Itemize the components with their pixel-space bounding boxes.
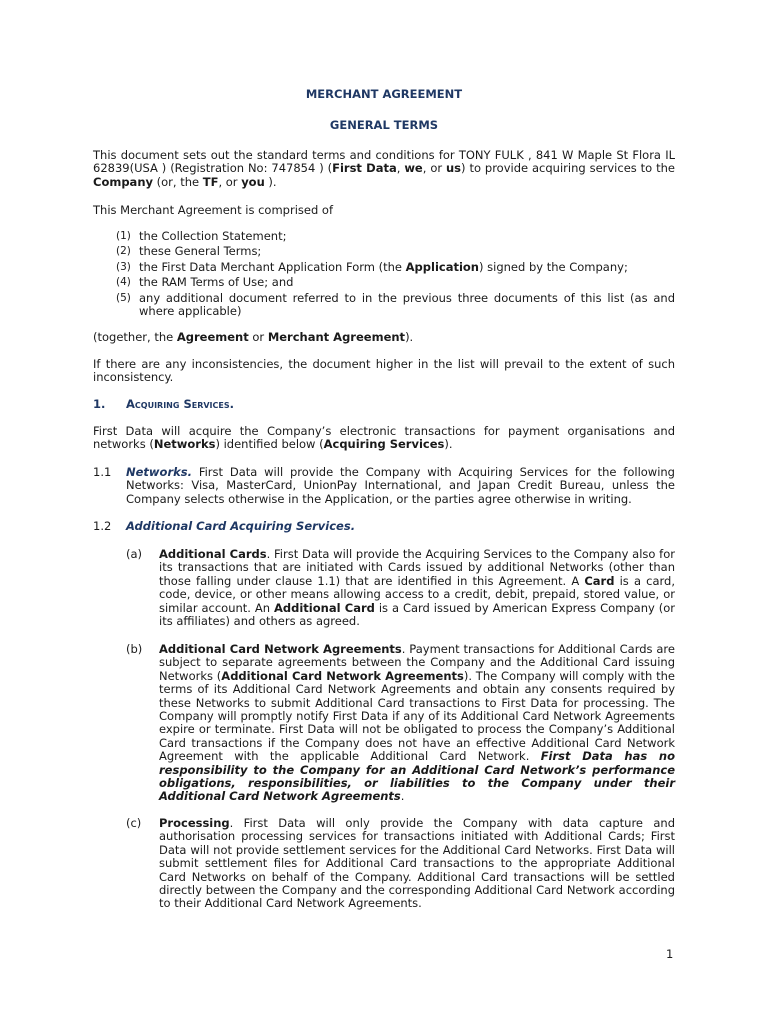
intro-text: ,: [396, 161, 405, 176]
sub-b-heading: Additional Card Network Agreements: [159, 642, 402, 656]
sub-b-text: .: [400, 789, 405, 804]
defined-term: Merchant Agreement: [267, 330, 406, 344]
sub-a-label: (a): [126, 547, 143, 561]
intro-text: (Registration No:: [166, 161, 272, 176]
defined-term: TF: [202, 174, 219, 189]
intro-text: ).: [264, 174, 277, 189]
sub-b-paragraph: [159, 643, 675, 804]
list-number: (5): [116, 291, 131, 304]
defined-term: Additional Card: [273, 600, 375, 615]
sub-c-label: (c): [126, 816, 142, 830]
document-list: [93, 230, 675, 318]
sub-b-label: (b): [126, 642, 143, 656]
list-item-text: ) signed by the Company;: [479, 259, 628, 274]
section-1-text: First Data will acquire the Company’s electronic transactions for payment organisations and networks (: [93, 424, 675, 452]
sub-c-text: . First Data will only provide the Company with data capture and authorisation processing services for transactions initiated with Additional Cards; First Data will not provide settlement services for the Additional Card Networks. First Data will submit settlement files for Additional Card transactions to the appropriate Additional Card Networks on behalf of the Company. Additional Card transactions will be settled directly between the Company and the corresponding Additional Card Network according to their Additional Card Network Agreements.: [159, 816, 675, 911]
page-number: 1: [666, 947, 674, 961]
list-item-text: these General Terms;: [139, 244, 262, 259]
list-item: [93, 276, 675, 289]
defined-term: Card: [584, 573, 615, 588]
defined-term: Application: [405, 259, 479, 274]
clause-1-1-heading: Networks.: [126, 465, 192, 479]
list-item-text: the Collection Statement;: [139, 229, 287, 243]
intro-text: This document sets out the standard terms and conditions for: [93, 148, 459, 162]
intro-paragraph: [93, 149, 675, 189]
list-number: (2): [116, 245, 131, 258]
defined-term: Company: [93, 174, 153, 189]
sub-c-heading: Processing: [159, 816, 230, 830]
defined-term: us: [446, 161, 462, 176]
sub-b-text: ). The Company will comply with the terms of its Additional Card Network Agreements and obtain any consents required by these Networks to submit Additional Card transactions to First Data for processing. The Company will promptly notify First Data if any of its Additional Card Network Agreements expire or terminate. First Data will not be obligated to process the Company’s Additional Card transactions if the Company does not have an effective Additional Card Network Agreement with the applicable Additional Card Network.: [159, 668, 675, 764]
clause-1-2-number: 1.2: [93, 519, 112, 533]
sub-a-heading: Additional Cards: [159, 547, 267, 561]
document-title: MERCHANT AGREEMENT: [305, 87, 463, 101]
defined-term: Acquiring Services: [323, 437, 445, 452]
section-1-number: 1.: [93, 397, 106, 411]
intro-text: ) to provide acquiring services to the: [461, 161, 676, 176]
list-item: [93, 292, 675, 319]
sub-a-text: is a card, code, device, or other means allowing access to a credit, debit, prepaid, stored value, or similar account. An: [159, 573, 675, 615]
comprised-of-text: This Merchant Agreement is comprised of: [93, 203, 333, 217]
merchant-name: TONY FULK , 841 W Maple St Flora IL 62839(USA ): [93, 148, 675, 176]
defined-term: Agreement: [176, 330, 249, 344]
defined-term: Networks: [153, 437, 216, 452]
together-text: ).: [405, 330, 414, 344]
defined-term: First Data: [332, 161, 397, 176]
clause-1-1-paragraph: [126, 466, 675, 506]
together-paragraph: [93, 331, 675, 344]
defined-term: Additional Card Network Agreements: [221, 668, 464, 683]
sub-a-paragraph: [159, 548, 675, 628]
list-item-text: the First Data Merchant Application Form (the: [139, 259, 406, 274]
intro-text: ) (: [315, 161, 333, 176]
together-text: or: [248, 330, 268, 344]
list-item: [93, 261, 675, 274]
section-1-text: ) identified below (: [215, 437, 324, 452]
document-subtitle: GENERAL TERMS: [329, 118, 439, 132]
intro-text: , or: [218, 174, 242, 189]
clause-1-1-number: 1.1: [93, 465, 112, 479]
list-number: (3): [116, 260, 131, 273]
clause-1-1-text: First Data will provide the Company with Acquiring Services for the following Networks: Visa, MasterCard, UnionPay International, and Japan Credit Bureau, unless the Company selects otherwise in the Application, or the parties agree otherwise in writing.: [126, 465, 675, 506]
registration-number: 747854: [271, 161, 316, 176]
disclaimer-text: First Data has no responsibility to the Company for an Additional Card Network’s performance obligations, responsibilities, or liabilities to the Company under their Additional Card Network Agreements: [159, 749, 675, 804]
sub-c-paragraph: [159, 817, 675, 911]
section-1-paragraph: [93, 425, 675, 452]
intro-text: (or, the: [153, 174, 203, 189]
inconsistency-paragraph: If there are any inconsistencies, the document higher in the list will prevail to the extent of such inconsistency.: [93, 357, 675, 385]
list-number: (4): [116, 276, 131, 289]
list-item-text: the RAM Terms of Use; and: [139, 275, 294, 290]
defined-term: you: [241, 174, 265, 189]
list-item-text: any additional document referred to in the previous three documents of this list (as and where applicable): [139, 290, 675, 319]
sub-a-text: . First Data will provide the Acquiring Services to the Company also for its transactions that are initiated with Cards issued by additional Networks (other than those falling under clause 1.1) that are identified in this Agreement. A: [159, 547, 675, 588]
defined-term: we: [404, 161, 423, 176]
sub-b-text: . Payment transactions for Additional Cards are subject to separate agreements between the Company and the Additional Card issuing Networks (: [159, 642, 675, 683]
intro-text: , or: [422, 161, 446, 176]
together-text: (together, the: [93, 330, 177, 344]
list-item: [93, 230, 675, 243]
list-item: [93, 245, 675, 258]
section-1-text: ).: [444, 437, 453, 452]
sub-a-text: is a Card issued by American Express Company (or its affiliates) and others as agreed.: [159, 600, 675, 629]
clause-1-2-heading: Additional Card Acquiring Services.: [126, 519, 356, 533]
section-1-heading: Acquiring Services.: [126, 397, 234, 411]
list-number: (1): [116, 230, 131, 242]
